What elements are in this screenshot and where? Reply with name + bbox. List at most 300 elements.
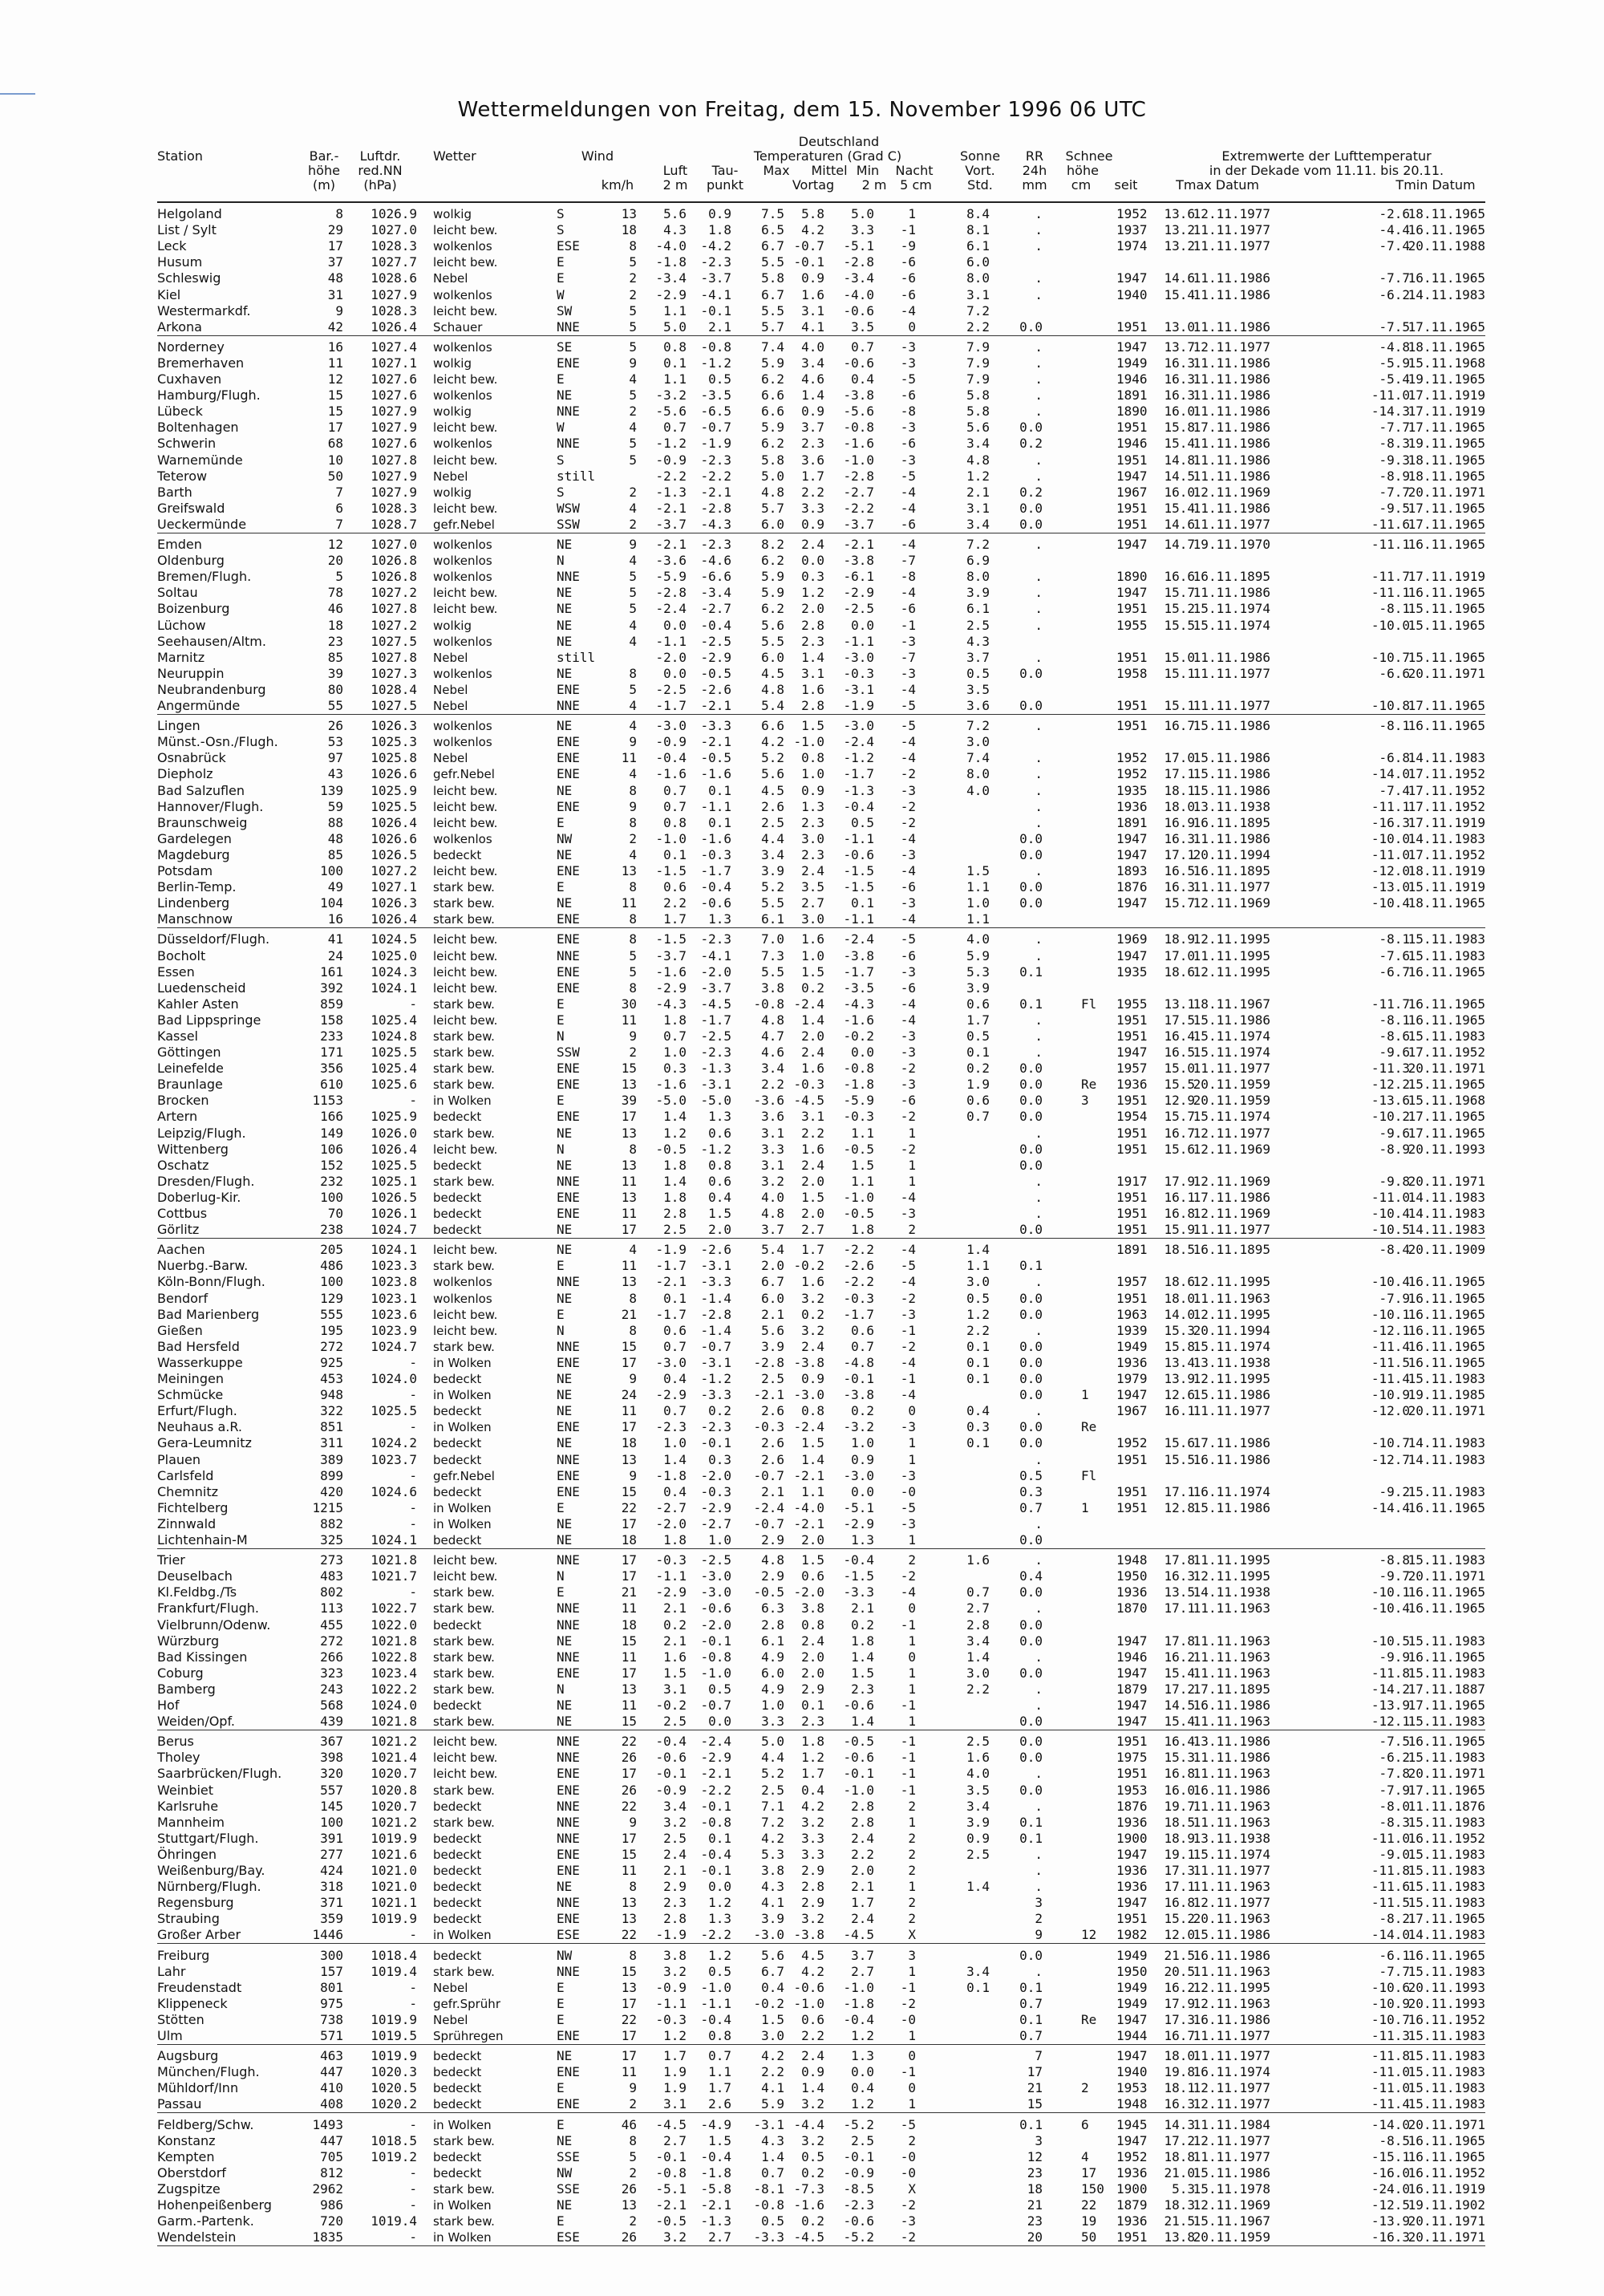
cell-min-2m: -0.5 <box>843 1142 874 1157</box>
cell-luftdruck: 1027.5 <box>371 634 417 649</box>
cell-tmin: -10.4 <box>1371 895 1410 911</box>
cell-wetter: leicht bew. <box>433 1553 498 1568</box>
cell-tmax-datum: 15.11.1986 <box>1193 1387 1270 1402</box>
cell-seit: 1949 <box>1116 1980 1148 1995</box>
cell-wind-richtung: NE <box>557 1387 573 1402</box>
cell-wind-richtung: NW <box>557 1948 573 1963</box>
cell-station: Meiningen <box>157 1371 224 1386</box>
cell-wind-richtung: NNE <box>557 319 580 335</box>
cell-wind-richtung: NNE <box>557 1799 580 1814</box>
cell-bar-hoehe: 273 <box>320 1552 343 1568</box>
cell-max-vortag: 5.5 <box>761 964 784 980</box>
cell-mittel-vortag: 0.2 <box>801 2213 824 2229</box>
cell-taupunkt: -6.5 <box>700 404 731 419</box>
cell-wind-kmh: 18 <box>621 222 637 237</box>
cell-tmin-datum: 20.11.1971 <box>1408 1568 1485 1584</box>
table-row <box>0 1029 1604 1044</box>
cell-station: Oldenburg <box>157 553 225 568</box>
cell-wetter: bedeckt <box>433 1158 482 1173</box>
cell-luft-2m: 1.2 <box>663 1126 687 1141</box>
cell-max-vortag: 3.4 <box>761 847 784 862</box>
header-bar-2: höhe <box>308 163 340 178</box>
cell-tmin-datum: 16.11.1965 <box>1408 1500 1485 1515</box>
cell-luft-2m: 3.1 <box>663 1681 687 1697</box>
cell-max-vortag: 2.9 <box>761 1568 784 1584</box>
cell-mittel-vortag: 1.6 <box>801 287 824 302</box>
cell-tmin-datum: 16.11.1965 <box>1408 718 1485 733</box>
cell-mittel-vortag: 0.4 <box>801 1783 824 1798</box>
cell-luftdruck: 1019.2 <box>371 2149 417 2164</box>
cell-station: Würzburg <box>157 1633 220 1649</box>
cell-wind-richtung: ENE <box>557 682 580 697</box>
cell-wind-richtung: NW <box>557 2165 573 2180</box>
cell-station: Husum <box>157 254 203 270</box>
cell-sonne: 0.5 <box>966 1028 990 1044</box>
cell-bar-hoehe: 232 <box>320 1174 343 1189</box>
table-row <box>0 517 1604 532</box>
cell-sonne: 2.7 <box>966 1600 990 1616</box>
cell-bar-hoehe: 398 <box>320 1750 343 1765</box>
cell-nacht-5cm: -2 <box>900 1291 916 1306</box>
cell-tmax: 16.5 <box>1164 1045 1195 1060</box>
cell-bar-hoehe: 12 <box>327 371 343 387</box>
cell-sonne: 5.8 <box>966 387 990 403</box>
cell-station: Mühldorf/Inn <box>157 2080 239 2095</box>
cell-wind-kmh: 13 <box>621 1158 637 1173</box>
cell-tmax: 12.9 <box>1164 1093 1195 1108</box>
cell-station: Neubrandenburg <box>157 682 266 697</box>
cell-bar-hoehe: 158 <box>320 1012 343 1028</box>
cell-max-vortag: 4.6 <box>761 1045 784 1060</box>
cell-tmin: -14.0 <box>1371 766 1410 781</box>
cell-luft-2m: 1.0 <box>663 1435 687 1450</box>
cell-nacht-5cm: 1 <box>908 1714 916 1729</box>
cell-schnee: Fl <box>1081 996 1097 1012</box>
header-tmax-datum: Tmax Datum <box>1176 177 1259 193</box>
cell-tmax-datum: 11.11.1963 <box>1193 1291 1270 1306</box>
cell-wind-kmh: 39 <box>621 1093 637 1108</box>
cell-mittel-vortag: 3.1 <box>801 666 824 681</box>
cell-nacht-5cm: -5 <box>900 469 916 484</box>
cell-tmin: -11.8 <box>1371 1863 1410 1878</box>
cell-seit: 1936 <box>1116 799 1148 814</box>
cell-wetter: bedeckt <box>433 1453 482 1467</box>
cell-station: Passau <box>157 2096 202 2111</box>
cell-rr-24h: . <box>1035 931 1043 947</box>
cell-seit: 1951 <box>1116 1452 1148 1467</box>
table-row <box>0 2166 1604 2180</box>
cell-min-2m: -3.0 <box>843 650 874 665</box>
cell-tmax: 18.1 <box>1164 783 1195 798</box>
cell-wind-richtung: ENE <box>557 766 580 781</box>
cell-luft-2m: 2.8 <box>663 1911 687 1926</box>
cell-mittel-vortag: 0.8 <box>801 1403 824 1418</box>
cell-max-vortag: 4.5 <box>761 783 784 798</box>
cell-wind-richtung: S <box>557 222 565 237</box>
cell-mittel-vortag: -0.1 <box>793 254 824 270</box>
cell-max-vortag: 6.0 <box>761 517 784 532</box>
cell-bar-hoehe: 486 <box>320 1258 343 1273</box>
cell-min-2m: 2.2 <box>851 1847 874 1862</box>
cell-mittel-vortag: -4.4 <box>793 2117 824 2132</box>
cell-min-2m: 1.8 <box>851 1633 874 1649</box>
cell-station: Marnitz <box>157 650 205 665</box>
cell-wind-richtung: ESE <box>557 2229 580 2245</box>
cell-max-vortag: 3.1 <box>761 1158 784 1173</box>
cell-nacht-5cm: 2 <box>908 2133 916 2148</box>
cell-tmin: -11.0 <box>1371 2080 1410 2095</box>
cell-tmin: -9.2 <box>1379 1484 1410 1499</box>
cell-tmax: 13.9 <box>1164 1371 1195 1386</box>
cell-wetter: bedeckt <box>433 1191 482 1205</box>
cell-max-vortag: 4.9 <box>761 1681 784 1697</box>
cell-taupunkt: 2.7 <box>708 2229 731 2245</box>
cell-station: Manschnow <box>157 911 233 927</box>
cell-sonne: 7.9 <box>966 355 990 371</box>
cell-max-vortag: 6.7 <box>761 1964 784 1979</box>
cell-tmax: 15.3 <box>1164 1750 1195 1765</box>
cell-wetter: wolkenlos <box>433 554 492 568</box>
cell-max-vortag: -2.4 <box>753 1500 784 1515</box>
cell-bar-hoehe: 356 <box>320 1061 343 1076</box>
cell-wind-richtung: NE <box>557 847 573 862</box>
cell-luftdruck: - <box>409 996 417 1012</box>
cell-taupunkt: 0.2 <box>708 1403 731 1418</box>
cell-mittel-vortag: 3.2 <box>801 2133 824 2148</box>
cell-rr-24h: . <box>1035 650 1043 665</box>
cell-seit: 1917 <box>1116 1174 1148 1189</box>
cell-taupunkt: -1.9 <box>700 436 731 451</box>
cell-wetter: gefr.Sprühr <box>433 1997 500 2011</box>
cell-taupunkt: -6.6 <box>700 569 731 584</box>
cell-rr-24h: 0.7 <box>1019 2028 1043 2043</box>
cell-tmin: -10.8 <box>1371 698 1410 713</box>
cell-wind-richtung: NE <box>557 783 573 798</box>
cell-seit: 1947 <box>1116 339 1148 355</box>
cell-wind-richtung: NNE <box>557 1617 580 1633</box>
cell-nacht-5cm: -3 <box>900 339 916 355</box>
table-row <box>0 239 1604 254</box>
cell-tmin: -7.7 <box>1379 270 1410 286</box>
cell-wetter: bedeckt <box>433 1912 482 1926</box>
cell-wetter: in Wolken <box>433 1356 492 1370</box>
cell-tmax-datum: 16.11.1986 <box>1193 1783 1270 1798</box>
cell-luft-2m: 1.4 <box>663 1174 687 1189</box>
cell-mittel-vortag: 2.0 <box>801 1649 824 1665</box>
table-row <box>0 1533 1604 1548</box>
cell-tmax-datum: 13.11.1938 <box>1193 799 1270 814</box>
cell-luftdruck: 1026.8 <box>371 553 417 568</box>
cell-luft-2m: 1.9 <box>663 2064 687 2079</box>
cell-seit: 1935 <box>1116 964 1148 980</box>
cell-rr-24h: 0.0 <box>1019 1077 1043 1092</box>
cell-nacht-5cm: -3 <box>900 1307 916 1322</box>
cell-luft-2m: 1.9 <box>663 2080 687 2095</box>
cell-luft-2m: -3.0 <box>655 1355 687 1370</box>
header-wetter: Wetter <box>433 148 476 164</box>
cell-tmax: 12.6 <box>1164 1387 1195 1402</box>
cell-tmax-datum: 14.11.1938 <box>1193 1584 1270 1600</box>
cell-max-vortag: 5.5 <box>761 303 784 318</box>
cell-rr-24h: . <box>1035 270 1043 286</box>
table-row <box>0 288 1604 302</box>
cell-rr-24h: . <box>1035 1964 1043 1979</box>
cell-tmax-datum: 11.11.1977 <box>1193 1061 1270 1076</box>
cell-station: Warnemünde <box>157 452 243 468</box>
table-row <box>0 1013 1604 1028</box>
cell-tmax-datum: 12.11.1969 <box>1193 2197 1270 2213</box>
cell-min-2m: 3.3 <box>851 222 874 237</box>
cell-taupunkt: 1.3 <box>708 1911 731 1926</box>
cell-mittel-vortag: 0.9 <box>801 404 824 419</box>
cell-tmax: 17.1 <box>1164 1600 1195 1616</box>
cell-luft-2m: 0.1 <box>663 355 687 371</box>
cell-max-vortag: 0.5 <box>761 2213 784 2229</box>
cell-tmin: -13.6 <box>1371 1093 1410 1108</box>
cell-tmax: 18.8 <box>1164 2149 1195 2164</box>
cell-wind-richtung: ENE <box>557 1061 580 1076</box>
cell-station: Greifswald <box>157 501 225 516</box>
cell-seit: 1947 <box>1116 1633 1148 1649</box>
cell-tmin-datum: 19.11.1965 <box>1408 436 1485 451</box>
cell-luftdruck: - <box>409 2165 417 2180</box>
cell-tmin-datum: 11.11.1876 <box>1408 1799 1485 1814</box>
cell-station: Kiel <box>157 287 181 302</box>
cell-mittel-vortag: -2.0 <box>793 1584 824 1600</box>
cell-wind-richtung: ENE <box>557 980 580 996</box>
cell-tmax-datum: 11.11.1977 <box>1193 666 1270 681</box>
cell-bar-hoehe: 2962 <box>312 2181 343 2197</box>
cell-tmax-datum: 11.11.1963 <box>1193 1665 1270 1681</box>
cell-bar-hoehe: 70 <box>327 1206 343 1221</box>
cell-luft-2m: 1.4 <box>663 1109 687 1124</box>
cell-tmax: 19.8 <box>1164 2064 1195 2079</box>
cell-station: Zinnwald <box>157 1516 217 1531</box>
cell-station: Bremen/Flugh. <box>157 569 252 584</box>
cell-mittel-vortag: -0.3 <box>793 1077 824 1092</box>
cell-nacht-5cm: -1 <box>900 1698 916 1713</box>
cell-bar-hoehe: 17 <box>327 238 343 254</box>
cell-taupunkt: 0.9 <box>708 206 731 221</box>
cell-tmax: 15.9 <box>1164 1222 1195 1237</box>
cell-min-2m: -0.8 <box>843 1061 874 1076</box>
cell-tmin-datum: 16.11.1965 <box>1408 2149 1485 2164</box>
cell-taupunkt: -2.7 <box>700 601 731 616</box>
cell-tmin-datum: 16.11.1952 <box>1408 2012 1485 2027</box>
group-separator <box>157 2245 1485 2246</box>
cell-tmax-datum: 11.11.1977 <box>1193 698 1270 713</box>
cell-wetter: bedeckt <box>433 1436 482 1450</box>
cell-luftdruck: 1018.5 <box>371 2133 417 2148</box>
cell-nacht-5cm: -6 <box>900 270 916 286</box>
cell-seit: 1955 <box>1116 996 1148 1012</box>
cell-wind-richtung: NE <box>557 718 573 733</box>
cell-tmin-datum: 16.11.1952 <box>1408 1831 1485 1846</box>
cell-tmin: -8.0 <box>1379 1799 1410 1814</box>
cell-rr-24h: 0.0 <box>1019 1750 1043 1765</box>
cell-rr-24h: 20 <box>1027 2229 1043 2245</box>
cell-max-vortag: 2.6 <box>761 1435 784 1450</box>
table-row <box>0 1767 1604 1781</box>
cell-mittel-vortag: 3.0 <box>801 831 824 846</box>
cell-wind-kmh: 4 <box>629 618 637 633</box>
table-row <box>0 848 1604 862</box>
cell-bar-hoehe: 43 <box>327 766 343 781</box>
cell-luft-2m: -3.7 <box>655 948 687 963</box>
cell-nacht-5cm: 2 <box>908 1831 916 1846</box>
cell-seit: 1957 <box>1116 1061 1148 1076</box>
cell-luftdruck: 1025.4 <box>371 1061 417 1076</box>
cell-station: Oberstdorf <box>157 2165 226 2180</box>
cell-tmax: 20.5 <box>1164 1964 1195 1979</box>
cell-rr-24h: . <box>1035 1190 1043 1205</box>
cell-luft-2m: 3.2 <box>663 1815 687 1830</box>
cell-tmin-datum: 15.11.1965 <box>1408 650 1485 665</box>
cell-wind-richtung: ENE <box>557 1847 580 1862</box>
cell-luftdruck: 1027.1 <box>371 879 417 894</box>
cell-luft-2m: 5.0 <box>663 319 687 335</box>
cell-tmin: -11.4 <box>1371 1371 1410 1386</box>
cell-seit: 1967 <box>1116 1403 1148 1418</box>
cell-max-vortag: 5.2 <box>761 750 784 765</box>
cell-tmin: -11.1 <box>1371 799 1410 814</box>
cell-tmin-datum: 15.11.1983 <box>1408 931 1485 947</box>
cell-station: Osnabrück <box>157 750 226 765</box>
cell-station: Weinbiet <box>157 1783 214 1798</box>
cell-tmax: 13.8 <box>1164 2229 1195 2245</box>
cell-max-vortag: 4.3 <box>761 2133 784 2148</box>
cell-wind-richtung: NE <box>557 1371 573 1386</box>
header-vortag: Vortag <box>792 177 835 193</box>
cell-wind-richtung: NNE <box>557 1964 580 1979</box>
cell-seit: 1969 <box>1116 931 1148 947</box>
cell-wetter: in Wolken <box>433 1517 492 1531</box>
cell-wind-richtung: E <box>557 1996 565 2011</box>
header-rule <box>157 201 1485 203</box>
cell-bar-hoehe: 18 <box>327 618 343 633</box>
cell-bar-hoehe: 801 <box>320 1980 343 1995</box>
table-row <box>0 1207 1604 1221</box>
cell-luft-2m: -1.6 <box>655 766 687 781</box>
cell-sonne: 3.0 <box>966 1665 990 1681</box>
cell-tmax-datum: 11.11.1986 <box>1193 387 1270 403</box>
cell-wind-richtung: SSE <box>557 2149 580 2164</box>
cell-nacht-5cm: -2 <box>900 1339 916 1354</box>
cell-taupunkt: -1.7 <box>700 863 731 878</box>
cell-tmax-datum: 15.11.1974 <box>1193 1045 1270 1060</box>
table-row <box>0 586 1604 600</box>
cell-luft-2m: 0.7 <box>663 799 687 814</box>
cell-nacht-5cm: -3 <box>900 355 916 371</box>
cell-luft-2m: -1.1 <box>655 1996 687 2011</box>
cell-nacht-5cm: -9 <box>900 238 916 254</box>
cell-mittel-vortag: 2.4 <box>801 863 824 878</box>
cell-mittel-vortag: 3.6 <box>801 452 824 468</box>
cell-nacht-5cm: -4 <box>900 996 916 1012</box>
cell-max-vortag: 7.1 <box>761 1799 784 1814</box>
cell-schnee: 19 <box>1081 2213 1097 2229</box>
cell-mittel-vortag: 3.2 <box>801 1815 824 1830</box>
cell-wetter: wolkig <box>433 485 472 500</box>
cell-taupunkt: -1.2 <box>700 355 731 371</box>
cell-luft-2m: -2.0 <box>655 1516 687 1531</box>
cell-wind-kmh: 11 <box>621 1012 637 1028</box>
cell-taupunkt: -2.8 <box>700 1307 731 1322</box>
cell-bar-hoehe: 88 <box>327 815 343 830</box>
cell-wind-kmh: 17 <box>621 1109 637 1124</box>
cell-tmax-datum: 17.11.1986 <box>1193 420 1270 435</box>
cell-wind-richtung: NE <box>557 895 573 911</box>
table-row <box>0 667 1604 681</box>
cell-seit: 1951 <box>1116 650 1148 665</box>
cell-taupunkt: -2.1 <box>700 485 731 500</box>
cell-nacht-5cm: -1 <box>900 222 916 237</box>
cell-tmax: 15.8 <box>1164 420 1195 435</box>
cell-tmin: -8.1 <box>1379 931 1410 947</box>
cell-sonne: 5.3 <box>966 964 990 980</box>
cell-mittel-vortag: 0.8 <box>801 750 824 765</box>
cell-tmax-datum: 11.11.1986 <box>1193 585 1270 600</box>
cell-nacht-5cm: -6 <box>900 517 916 532</box>
cell-tmin-datum: 17.11.1965 <box>1408 517 1485 532</box>
cell-wetter: gefr.Nebel <box>433 1469 495 1483</box>
cell-tmin: -7.4 <box>1379 783 1410 798</box>
cell-tmax: 19.1 <box>1164 1847 1195 1862</box>
cell-wetter: bedeckt <box>433 1223 482 1237</box>
cell-taupunkt: -2.5 <box>700 634 731 649</box>
cell-wetter: bedeckt <box>433 1799 482 1814</box>
cell-luft-2m: -1.2 <box>655 436 687 451</box>
cell-station: Mannheim <box>157 1815 225 1830</box>
group-separator <box>157 2044 1485 2045</box>
cell-wind-kmh: 2 <box>629 831 637 846</box>
table-row <box>0 2150 1604 2164</box>
cell-nacht-5cm: 3 <box>908 1948 916 1963</box>
cell-max-vortag: 6.1 <box>761 911 784 927</box>
cell-wind-kmh: 13 <box>621 1126 637 1141</box>
cell-bar-hoehe: 23 <box>327 634 343 649</box>
cell-tmin: -10.2 <box>1371 1109 1410 1124</box>
cell-wetter: stark bew. <box>433 1174 495 1189</box>
cell-nacht-5cm: -3 <box>900 666 916 681</box>
cell-bar-hoehe: 272 <box>320 1633 343 1649</box>
cell-tmax: 16.3 <box>1164 831 1195 846</box>
cell-sonne: 8.1 <box>966 222 990 237</box>
cell-luftdruck: 1020.5 <box>371 2080 417 2095</box>
cell-bar-hoehe: 26 <box>327 718 343 733</box>
cell-taupunkt: 1.0 <box>708 1532 731 1548</box>
cell-mittel-vortag: 0.9 <box>801 2064 824 2079</box>
cell-bar-hoehe: 1835 <box>312 2229 343 2245</box>
cell-wetter: leicht bew. <box>433 586 498 600</box>
cell-wind-kmh: 8 <box>629 931 637 947</box>
cell-bar-hoehe: 16 <box>327 911 343 927</box>
cell-tmax-datum: 12.11.1977 <box>1193 339 1270 355</box>
header-schnee-3: cm <box>1071 177 1092 193</box>
cell-rr-24h: . <box>1035 1681 1043 1697</box>
cell-seit: 1952 <box>1116 1435 1148 1450</box>
cell-taupunkt: 0.1 <box>708 783 731 798</box>
cell-min-2m: -1.1 <box>843 634 874 649</box>
cell-nacht-5cm: -3 <box>900 783 916 798</box>
cell-tmin: -11.8 <box>1371 1665 1410 1681</box>
cell-wind-kmh: 2 <box>629 2213 637 2229</box>
cell-min-2m: -1.0 <box>843 1980 874 1995</box>
cell-sonne: 4.0 <box>966 931 990 947</box>
cell-wetter: stark bew. <box>433 912 495 927</box>
cell-min-2m: -0.1 <box>843 1371 874 1386</box>
cell-tmax-datum: 11.11.1986 <box>1193 270 1270 286</box>
